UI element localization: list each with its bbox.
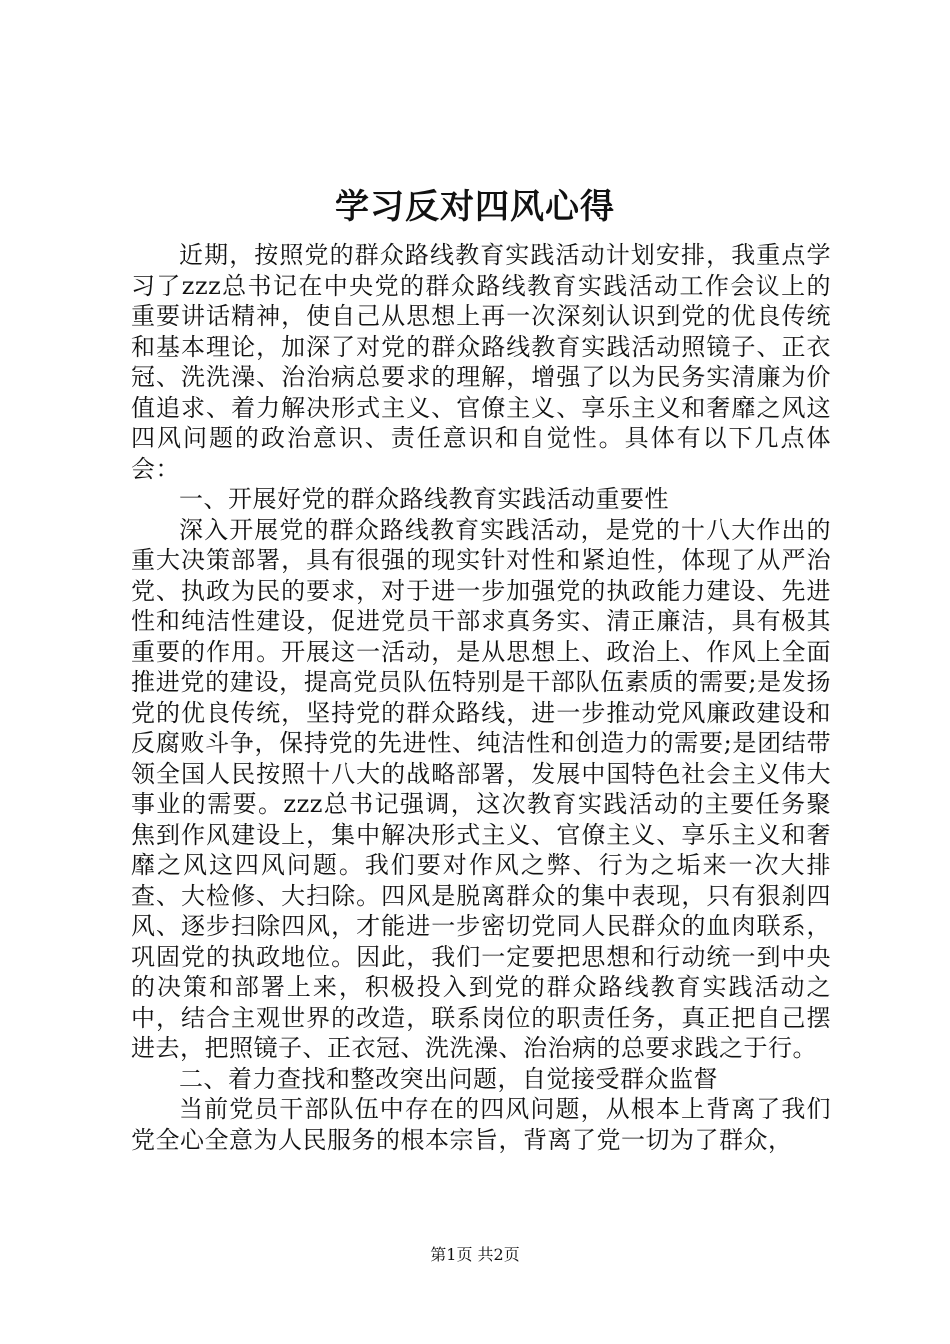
document-title: 学习反对四风心得 [335,187,615,227]
section-2-paragraph: 当前党员干部队伍中存在的四风问题，从根本上背离了我们党全心全意为人民服务的根本宗旨，背离了党一切为了群众， [131,1095,831,1154]
page-number-footer: 第1页 共2页 [430,1245,520,1264]
section-heading-2: 二、着力查找和整改突出问题，自觉接受群众监督 [179,1064,718,1093]
document-body [131,240,831,1155]
section-1-paragraph: 深入开展党的群众路线教育实践活动，是党的十八大作出的重大决策部署，具有很强的现实针对性和紧迫性，体现了从严治党、执政为民的要求，对于进一步加强党的执政能力建设、先进性和纯洁性建设，促进党员干部求真务实、清正廉洁，具有极其重要的作用。开展这一活动，是从思想上、政治上、作风上全面推进党的建设，提高党员队伍特别是干部队伍素质的需要;是发扬党的优良传统，坚持党的群众路线，进一步推动党风廉政建设和反腐败斗争，保持党的先进性、纯洁性和创造力的需要;是团结带领全国人民按照十八大的战略部署，发展中国特色社会主义伟大事业的需要。zzz总书记强调，这次教育实践活动的主要任务聚焦到作风建设上，集中解决形式主义、官僚主义、享乐主义和奢靡之风这四风问题。我们要对作风之弊、行为之垢来一次大排查、大检修、大扫除。四风是脱离群众的集中表现，只有狠刹四风、逐步扫除四风，才能进一步密切党同人民群众的血肉联系，巩固党的执政地位。因此，我们一定要把思想和行动统一到中央的决策和部署上来，积极投入到党的群众路线教育实践活动之中，结合主观世界的改造，联系岗位的职责任务，真正把自己摆进去，把照镜子、正衣冠、洗洗澡、治治病的总要求践之于行。 [131,515,831,1062]
section-heading-1: 一、开展好党的群众路线教育实践活动重要性 [179,485,669,513]
intro-paragraph: 近期，按照党的群众路线教育实践活动计划安排，我重点学习了zzz总书记在中央党的群众路线教育实践活动工作会议上的重要讲话精神，使自己从思想上再一次深刻认识到党的优良传统和基本理论，加深了对党的群众路线教育实践活动照镜子、正衣冠、洗洗澡、治治病总要求的理解，增强了以为民务实清廉为价值追求、着力解决形式主义、官僚主义、享乐主义和奢靡之风这四风问题的政治意识、责任意识和自觉性。具体有以下几点体会： [131,241,831,483]
